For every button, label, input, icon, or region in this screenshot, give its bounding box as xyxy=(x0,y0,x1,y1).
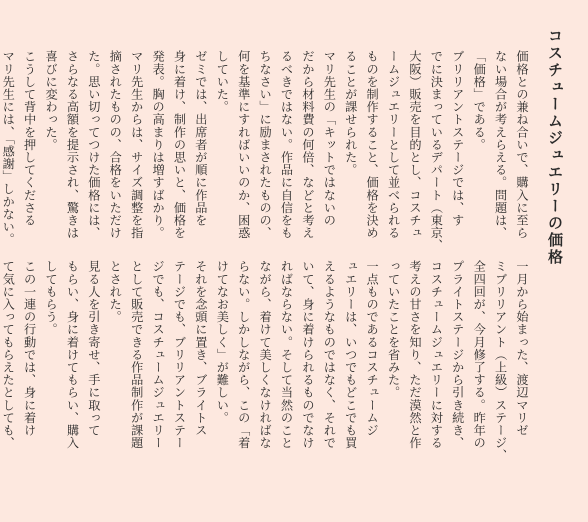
text-line: 何を基準にすればいいのか、困惑 xyxy=(236,50,251,239)
text-line: ちなさい」に励まされたものの、 xyxy=(258,50,273,239)
text-line: 全四回が、今月修了する。昨年の xyxy=(472,260,487,449)
text-line: いて、身に着けられるものでなけ xyxy=(300,260,315,449)
text-line: それを念頭に置き、ブライトス xyxy=(193,260,208,437)
text-line: この一連の行動では、身に着け xyxy=(22,260,37,437)
text-line: 身に着け、制作の思いと、価格を xyxy=(172,50,187,239)
article-title: コスチュームジュエリーの価格 xyxy=(546,28,564,266)
text-line: テージでも、ブリリアントステー xyxy=(172,260,187,449)
lower-text-block xyxy=(1,260,532,492)
text-line: て気に入ってもらえたとしても、 xyxy=(1,260,16,449)
text-line: た。思い切ってつけた価格には、 xyxy=(86,50,101,239)
text-line: 考えの甘さを知り、ただ漠然と作 xyxy=(407,260,422,449)
text-line: けてなお美しく」が難しい。 xyxy=(215,260,230,424)
text-line: とされた。 xyxy=(108,260,123,323)
text-line: マリ先生からは、サイズ調整を指 xyxy=(129,50,144,239)
text-line: マリ先生には、「感謝」しかない。 xyxy=(1,50,16,246)
text-line: ュエリーは、いつでもどこでも買 xyxy=(343,260,358,449)
text-line: だから材料費の何倍、などと考え xyxy=(300,50,315,239)
text-line: ミブリリアント（上級）ステージ、 xyxy=(493,260,508,462)
text-line: として販売できる作品制作が課題 xyxy=(129,260,144,449)
text-line: ながら、着けて美しくなければな xyxy=(258,260,273,449)
text-line: 一点ものであるコスチュームジ xyxy=(365,260,380,437)
text-line: らない。しかしながら、この「着 xyxy=(236,260,251,449)
upper-text-block xyxy=(1,50,532,252)
text-line: えるようなものではなく、それで xyxy=(322,260,337,449)
text-line: 大阪）販売を目的とし、コスチュ xyxy=(407,50,422,239)
text-line: ればならない。そして当然のこと xyxy=(279,260,294,449)
text-line: 見る人を引き寄せ、手に取って xyxy=(86,260,101,437)
text-line: ない場合が考えらえる。問題は、 xyxy=(493,50,508,239)
text-line: 喜びに変わった。 xyxy=(44,50,59,151)
text-line: こうして背中を押してくださる xyxy=(22,50,37,227)
text-line: 価格との兼ね合いで、購入に至ら xyxy=(515,50,529,239)
text-line: ブリリアントステージでは、す xyxy=(450,50,465,227)
text-line: でに決まっているデパート（東京、 xyxy=(429,50,444,252)
text-line: ジでも、コスチュームジュエリー xyxy=(151,260,166,449)
text-line: さらなる高額を提示され、驚きは xyxy=(65,50,80,239)
text-line: していた。 xyxy=(215,50,230,113)
text-line: 摘されたものの、合格をいただけ xyxy=(108,50,123,239)
text-line: ものを制作すること、価格を決め xyxy=(365,50,380,239)
text-line: マリ先生の「キットではないの xyxy=(322,50,337,227)
text-line: ゼミでは、出席者が順に作品を xyxy=(193,50,208,227)
text-line: コスチュームジュエリーに対する xyxy=(429,260,444,449)
text-line: っていたことを省みた。 xyxy=(386,260,401,399)
text-line: ームジュエリーとして並べられる xyxy=(386,50,401,239)
text-line: 一月から始まった、渡辺マリゼ xyxy=(515,260,529,437)
text-line: 発表。胸の高まりは増すばかり。 xyxy=(151,50,166,239)
text-line: ることが課せられた。 xyxy=(343,50,358,176)
text-line: プライトステージから引き続き、 xyxy=(450,260,465,449)
text-line: るべきではない。作品に自信をも xyxy=(279,50,294,239)
text-line: もらい、身に着けてもらい、購入 xyxy=(65,260,80,449)
text-line: してもらう。 xyxy=(44,260,59,336)
text-line: 「価格」である。 xyxy=(472,50,487,151)
